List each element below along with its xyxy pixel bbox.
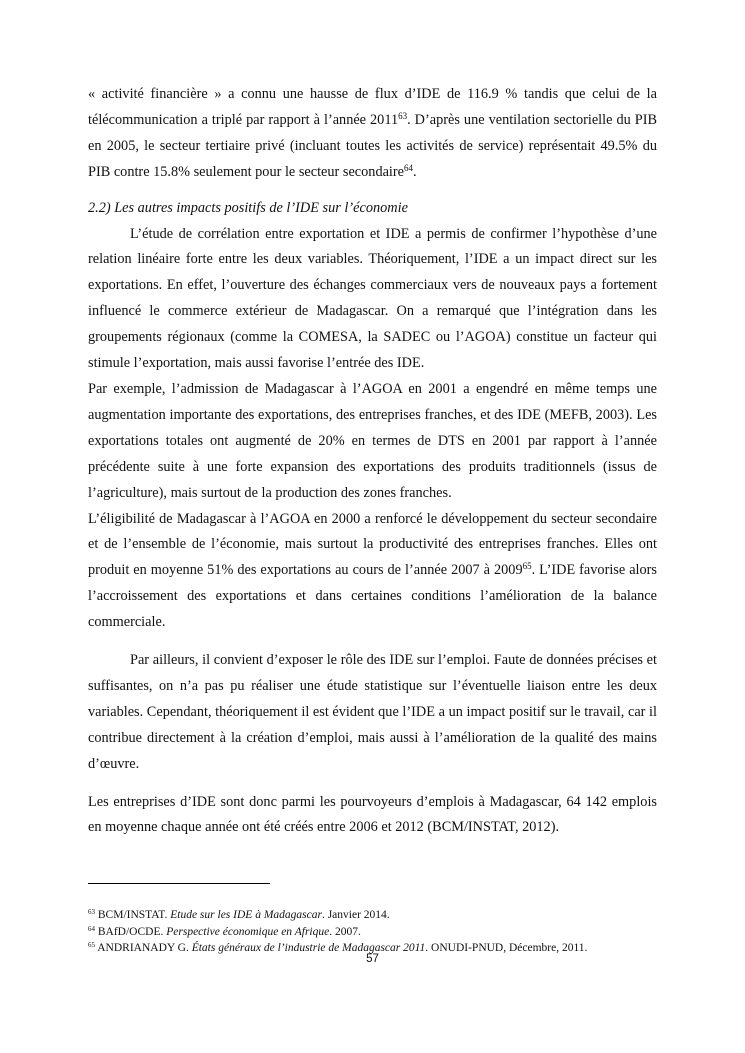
footnote-63: [88, 907, 657, 924]
footnotes: [88, 907, 657, 957]
paragraph-jobs-count: Les entreprises d’IDE sont donc parmi les pourvoyeurs d’emplois à Madagascar, 64 142 emplois en moyenne chaque année ont été créés entre 2006 et 2012 (BCM/INSTAT, 2012).: [88, 793, 657, 836]
footnote-title: Perspective économique en Afrique: [166, 925, 330, 938]
paragraph-correlation: L’étude de corrélation entre exportation et IDE a permis de confirmer l’hypothèse d’une relation linéaire forte entre les deux variables. Théoriquement, l’IDE a un impact direct sur les exportations. En effet, l’ouverture des échanges commerciaux vers de nouveaux pays a fortement influencé le commerce extérieur de Madagascar. On a remarqué que l’intégration dans les groupements régionaux (comme la COMESA, la SADEC ou l’AGOA) constitue un facteur qui stimule l’exportation, mais aussi favorise l’entrée des IDE.: [88, 225, 657, 372]
page-number: 57: [366, 953, 379, 965]
footnote-number: 63: [88, 908, 95, 916]
paragraph-text: . D’après une ventilation sectorielle du PIB en 2005, le secteur tertiaire privé (incluant toutes les activités de service) représentait 49.5% du PIB contre 15.8% seulement pour le secteur secondaire: [88, 111, 658, 180]
footnote-author: BAfD/OCDE.: [97, 925, 167, 938]
footnote-details: . ONUDI-PNUD, Décembre, 2011.: [425, 942, 588, 954]
paragraph-text: L’éligibilité de Madagascar à l’AGOA en 2000 a renforcé le développement du secteur secondaire et de l’ensemble de l’économie, mais surtout la productivité des entreprises franches. Elles ont produit en moyenne 51% des exportations au cours de l’année 2007 à 2009: [88, 510, 657, 579]
footnote-ref-65[interactable]: 65: [522, 561, 532, 572]
paragraph-text: .: [413, 163, 417, 180]
footnote-ref-63[interactable]: 63: [398, 110, 408, 121]
footnote-author: BCM/INSTAT.: [97, 909, 171, 921]
footnote-details: . Janvier 2014.: [321, 909, 390, 921]
footnote-separator: [88, 883, 270, 884]
paragraph-text: « activité financière » a connu une hausse de flux d’IDE de 116.9 % tandis que celui de la télécommunication a triplé par rapport à l’année 2011: [88, 86, 657, 128]
footnote-number: 65: [88, 941, 95, 949]
footnote-title: Etude sur les IDE à Madagascar: [170, 909, 322, 921]
paragraph-text: . L’IDE favorise alors l’accroissement des exportations et dans certaines conditions l’amélioration de la balance commerciale.: [88, 562, 657, 631]
section-heading: 2.2) Les autres impacts positifs de l’IDE sur l’économie: [88, 199, 408, 216]
footnote-number: 64: [88, 924, 95, 933]
footnote-title: États généraux de l’industrie de Madagascar 2011: [191, 942, 426, 954]
footnote-64: [88, 924, 657, 941]
paragraph-agoa-2001: Par exemple, l’admission de Madagascar à l’AGOA en 2001 a engendré en même temps une augmentation importante des exportations, des entreprises franches, et des IDE (MEFB, 2003). Les exportations totales ont augmenté de 20% en termes de DTS en 2001 par rapport à l’année précédente suite à une forte expansion des exportations des produits traditionnels (issus de l’agriculture), mais surtout de la production des zones franches.: [88, 380, 657, 501]
paragraph-agoa-eligibility: [88, 507, 657, 637]
footnote-author: ANDRIANADY G.: [97, 942, 192, 954]
paragraph-employment: Par ailleurs, il convient d’exposer le rôle des IDE sur l’emploi. Faute de données précises et suffisantes, on n’a pas pu réaliser une étude statistique sur l’éventuelle liaison entre les deux variables. Cependant, théoriquement il est évident que l’IDE a un impact positif sur le travail, car il contribue directement à la création d’emploi, mais aussi à l’amélioration de la qualité des mains d’œuvre.: [88, 652, 657, 772]
document-body: [88, 82, 657, 841]
footnote-details: . 2007.: [329, 925, 361, 938]
footnote-ref-64[interactable]: 64: [404, 162, 414, 173]
paragraph-fdi-sectors: [88, 82, 657, 186]
